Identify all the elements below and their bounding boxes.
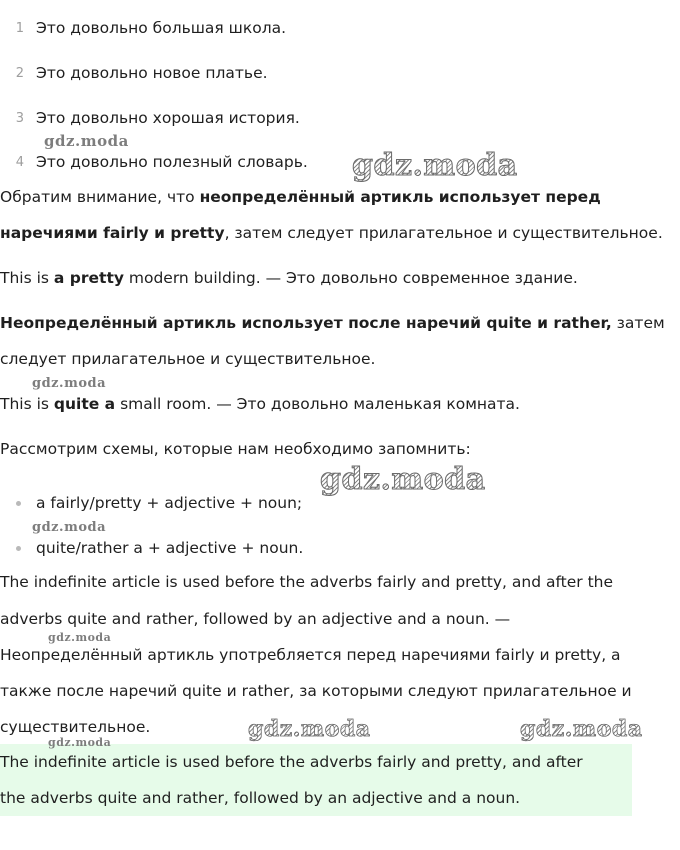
list-item: [0, 150, 308, 174]
watermark: gdz.moda: [320, 462, 486, 497]
list-item: [0, 61, 268, 85]
bold-text: a pretty: [53, 269, 124, 287]
text: modern building. — Это довольно современное здание.: [123, 269, 578, 287]
list-text: Это довольно хорошая история.: [36, 109, 300, 127]
list-number: 2: [15, 65, 24, 81]
highlight-line: The indefinite article is used before the adverbs fairly and pretty, and after: [0, 753, 583, 771]
bullet-item: [16, 492, 302, 514]
list-text: Это довольно большая школа.: [36, 19, 287, 37]
watermark: gdz.moda: [32, 376, 107, 391]
bold-text: Неопределённый артикль использует после наречий quite и rather,: [0, 314, 612, 332]
text: This is: [0, 395, 54, 413]
list-text: Это довольно новое платье.: [36, 64, 268, 82]
summary-line: Неопределённый артикль употребляется перед наречиями fairly и pretty, а: [0, 646, 621, 664]
bullet-text: quite/rather a + adjective + noun.: [36, 539, 304, 557]
text: , затем следует прилагательное и существительное.: [224, 224, 663, 242]
watermark: gdz.moda: [48, 631, 112, 644]
bold-text: наречиями fairly и pretty: [0, 224, 225, 242]
highlight-line: the adverbs quite and rather, followed by an adjective and a noun.: [0, 789, 521, 807]
bullet-dot-icon: [16, 546, 21, 551]
summary-line: The indefinite article is used before the adverbs fairly and pretty, and after the: [0, 573, 614, 591]
example-line: [0, 267, 578, 289]
list-item: [0, 16, 286, 40]
watermark: gdz.moda: [248, 716, 371, 742]
text: This is: [0, 269, 54, 287]
list-text: Это довольно полезный словарь.: [36, 153, 308, 171]
bold-text: неопределённый артикль использует перед: [199, 188, 601, 206]
watermark: gdz.moda: [48, 736, 112, 749]
watermark: gdz.moda: [352, 148, 518, 183]
summary-line: существительное.: [0, 718, 151, 736]
list-number: 1: [15, 20, 24, 36]
bullet-text: a fairly/pretty + adjective + noun;: [36, 494, 303, 512]
example-line: [0, 393, 520, 415]
bullet-item: [16, 537, 303, 559]
bullet-dot-icon: [16, 501, 21, 506]
text: затем: [611, 314, 665, 332]
text: Обратим внимание, что: [0, 188, 200, 206]
list-number: 3: [15, 110, 24, 126]
paragraph-line: [0, 222, 663, 244]
watermark: gdz.moda: [520, 716, 643, 742]
paragraph-line: [0, 312, 665, 334]
paragraph-line: [0, 186, 601, 208]
paragraph-line: следует прилагательное и существительное.: [0, 350, 376, 368]
watermark: gdz.moda: [44, 132, 129, 150]
list-number: 4: [15, 154, 24, 170]
list-item: [0, 106, 300, 130]
schemes-intro: Рассмотрим схемы, которые нам необходимо запомнить:: [0, 440, 471, 458]
watermark: gdz.moda: [32, 520, 107, 535]
text: small room. — Это довольно маленькая комната.: [115, 395, 520, 413]
summary-line: также после наречий quite и rather, за которыми следуют прилагательное и: [0, 682, 632, 700]
summary-line: adverbs quite and rather, followed by an adjective and a noun. —: [0, 610, 511, 628]
bold-text: quite a: [53, 395, 116, 413]
